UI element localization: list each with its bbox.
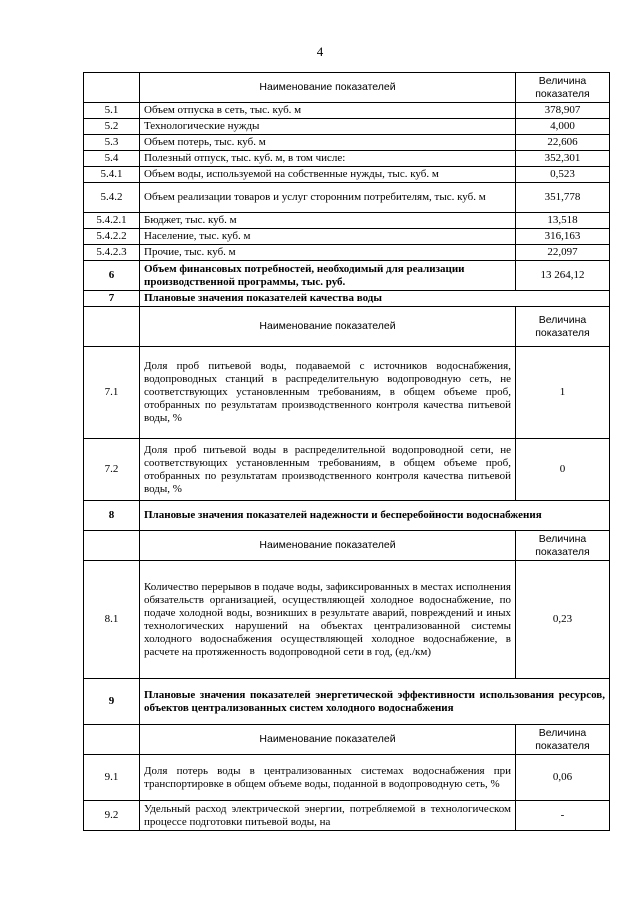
table-header-row (84, 531, 610, 561)
table-row (84, 103, 610, 119)
row-value: 316,163 (516, 229, 610, 245)
row-value: 1 (516, 347, 610, 439)
row-number: 5.4.2.2 (84, 229, 140, 245)
header-name-cell: Наименование показателей (140, 725, 516, 755)
table-header-row (84, 307, 610, 347)
header-value-cell: Величина показателя (516, 307, 610, 347)
table-row (84, 439, 610, 501)
table-row (84, 183, 610, 213)
row-value: 0 (516, 439, 610, 501)
header-num-cell (84, 531, 140, 561)
row-number: 5.2 (84, 119, 140, 135)
row-name: Технологические нужды (140, 119, 516, 135)
row-number: 5.4.2 (84, 183, 140, 213)
header-name-cell: Наименование показателей (140, 531, 516, 561)
header-value-cell: Величина показателя (516, 725, 610, 755)
row-name: Прочие, тыс. куб. м (140, 245, 516, 261)
row-value: 0,23 (516, 561, 610, 679)
indicators-table (83, 72, 610, 831)
row-name: Население, тыс. куб. м (140, 229, 516, 245)
table-row (84, 245, 610, 261)
table-row (84, 167, 610, 183)
row-number: 5.4.2.1 (84, 213, 140, 229)
row-value: 22,097 (516, 245, 610, 261)
row-name: Объем реализации товаров и услуг сторонним потребителям, тыс. куб. м (140, 183, 516, 213)
row-name: Удельный расход электрической энергии, потребляемой в технологическом процессе подготовки питьевой воды, на (140, 801, 516, 831)
section-title: Плановые значения показателей качества воды (140, 291, 610, 307)
row-name: Объем воды, используемой на собственные нужды, тыс. куб. м (140, 167, 516, 183)
row-name: Доля проб питьевой воды, подаваемой с источников водоснабжения, водопроводных станций в распределительную водопроводную сеть, не соответствующих установленным требованиям, в общем объеме проб, отобранных по результатам производственного контроля качества питьевой воды, % (140, 347, 516, 439)
row-number: 5.1 (84, 103, 140, 119)
row-number: 5.4.1 (84, 167, 140, 183)
row-number: 6 (84, 261, 140, 291)
header-num-cell (84, 73, 140, 103)
section-title: Плановые значения показателей энергетической эффективности использования ресурсов, объектов централизованных систем холодного водоснабжения (140, 679, 610, 725)
header-num-cell (84, 307, 140, 347)
section-row-energy (84, 679, 610, 725)
header-value-cell: Величина показателя (516, 531, 610, 561)
table-header-row (84, 725, 610, 755)
row-name: Бюджет, тыс. куб. м (140, 213, 516, 229)
row-value: 0,06 (516, 755, 610, 801)
row-number: 7.1 (84, 347, 140, 439)
row-value: 378,907 (516, 103, 610, 119)
row-value: 351,778 (516, 183, 610, 213)
row-value: 0,523 (516, 167, 610, 183)
section-number: 8 (84, 501, 140, 531)
row-name: Доля потерь воды в централизованных системах водоснабжения при транспортировке в общем объеме воды, поданной в водопроводную сеть, % (140, 755, 516, 801)
row-value: 22,606 (516, 135, 610, 151)
row-number: 5.3 (84, 135, 140, 151)
table-header-row (84, 73, 610, 103)
header-name-cell: Наименование показателей (140, 73, 516, 103)
row-number: 9.1 (84, 755, 140, 801)
page-number: 4 (316, 44, 324, 59)
table-row (84, 229, 610, 245)
row-name: Объем отпуска в сеть, тыс. куб. м (140, 103, 516, 119)
header-value-cell: Величина показателя (516, 73, 610, 103)
table-row (84, 801, 610, 831)
financial-needs-row (84, 261, 610, 291)
row-value: 13 264,12 (516, 261, 610, 291)
row-value: - (516, 801, 610, 831)
header-num-cell (84, 725, 140, 755)
row-name: Количество перерывов в подаче воды, зафиксированных в местах исполнения обязательств организацией, осуществляющей холодное водоснабжение, по подаче холодной воды, возникших в результате аварий, повреждений и иных технологических нарушений на объектах централизованной системы холодного водоснабжения осуществляющей холодное водоснабжение, в расчете на протяженность водопроводной сети в год, (ед./км) (140, 561, 516, 679)
row-name: Полезный отпуск, тыс. куб. м, в том числе: (140, 151, 516, 167)
section-row-reliability (84, 501, 610, 531)
table-row (84, 119, 610, 135)
row-number: 9.2 (84, 801, 140, 831)
section-number: 9 (84, 679, 140, 725)
row-name: Объем потерь, тыс. куб. м (140, 135, 516, 151)
header-name-cell: Наименование показателей (140, 307, 516, 347)
table-row (84, 151, 610, 167)
row-number: 5.4.2.3 (84, 245, 140, 261)
row-number: 5.4 (84, 151, 140, 167)
row-name: Доля проб питьевой воды в распределительной водопроводной сети, не соответствующих установленным требованиям, в общем объеме проб, отобранных по результатам производственного контроля качества питьевой воды, % (140, 439, 516, 501)
row-name: Объем финансовых потребностей, необходимый для реализации производственной программы, тыс. руб. (140, 261, 516, 291)
row-number: 8.1 (84, 561, 140, 679)
table-row (84, 561, 610, 679)
section-number: 7 (84, 291, 140, 307)
row-value: 13,518 (516, 213, 610, 229)
table-row (84, 755, 610, 801)
table-row (84, 135, 610, 151)
table-row (84, 347, 610, 439)
section-title: Плановые значения показателей надежности и бесперебойности водоснабжения (140, 501, 610, 531)
row-value: 352,301 (516, 151, 610, 167)
row-number: 7.2 (84, 439, 140, 501)
table-row (84, 213, 610, 229)
row-value: 4,000 (516, 119, 610, 135)
section-row-quality (84, 291, 610, 307)
